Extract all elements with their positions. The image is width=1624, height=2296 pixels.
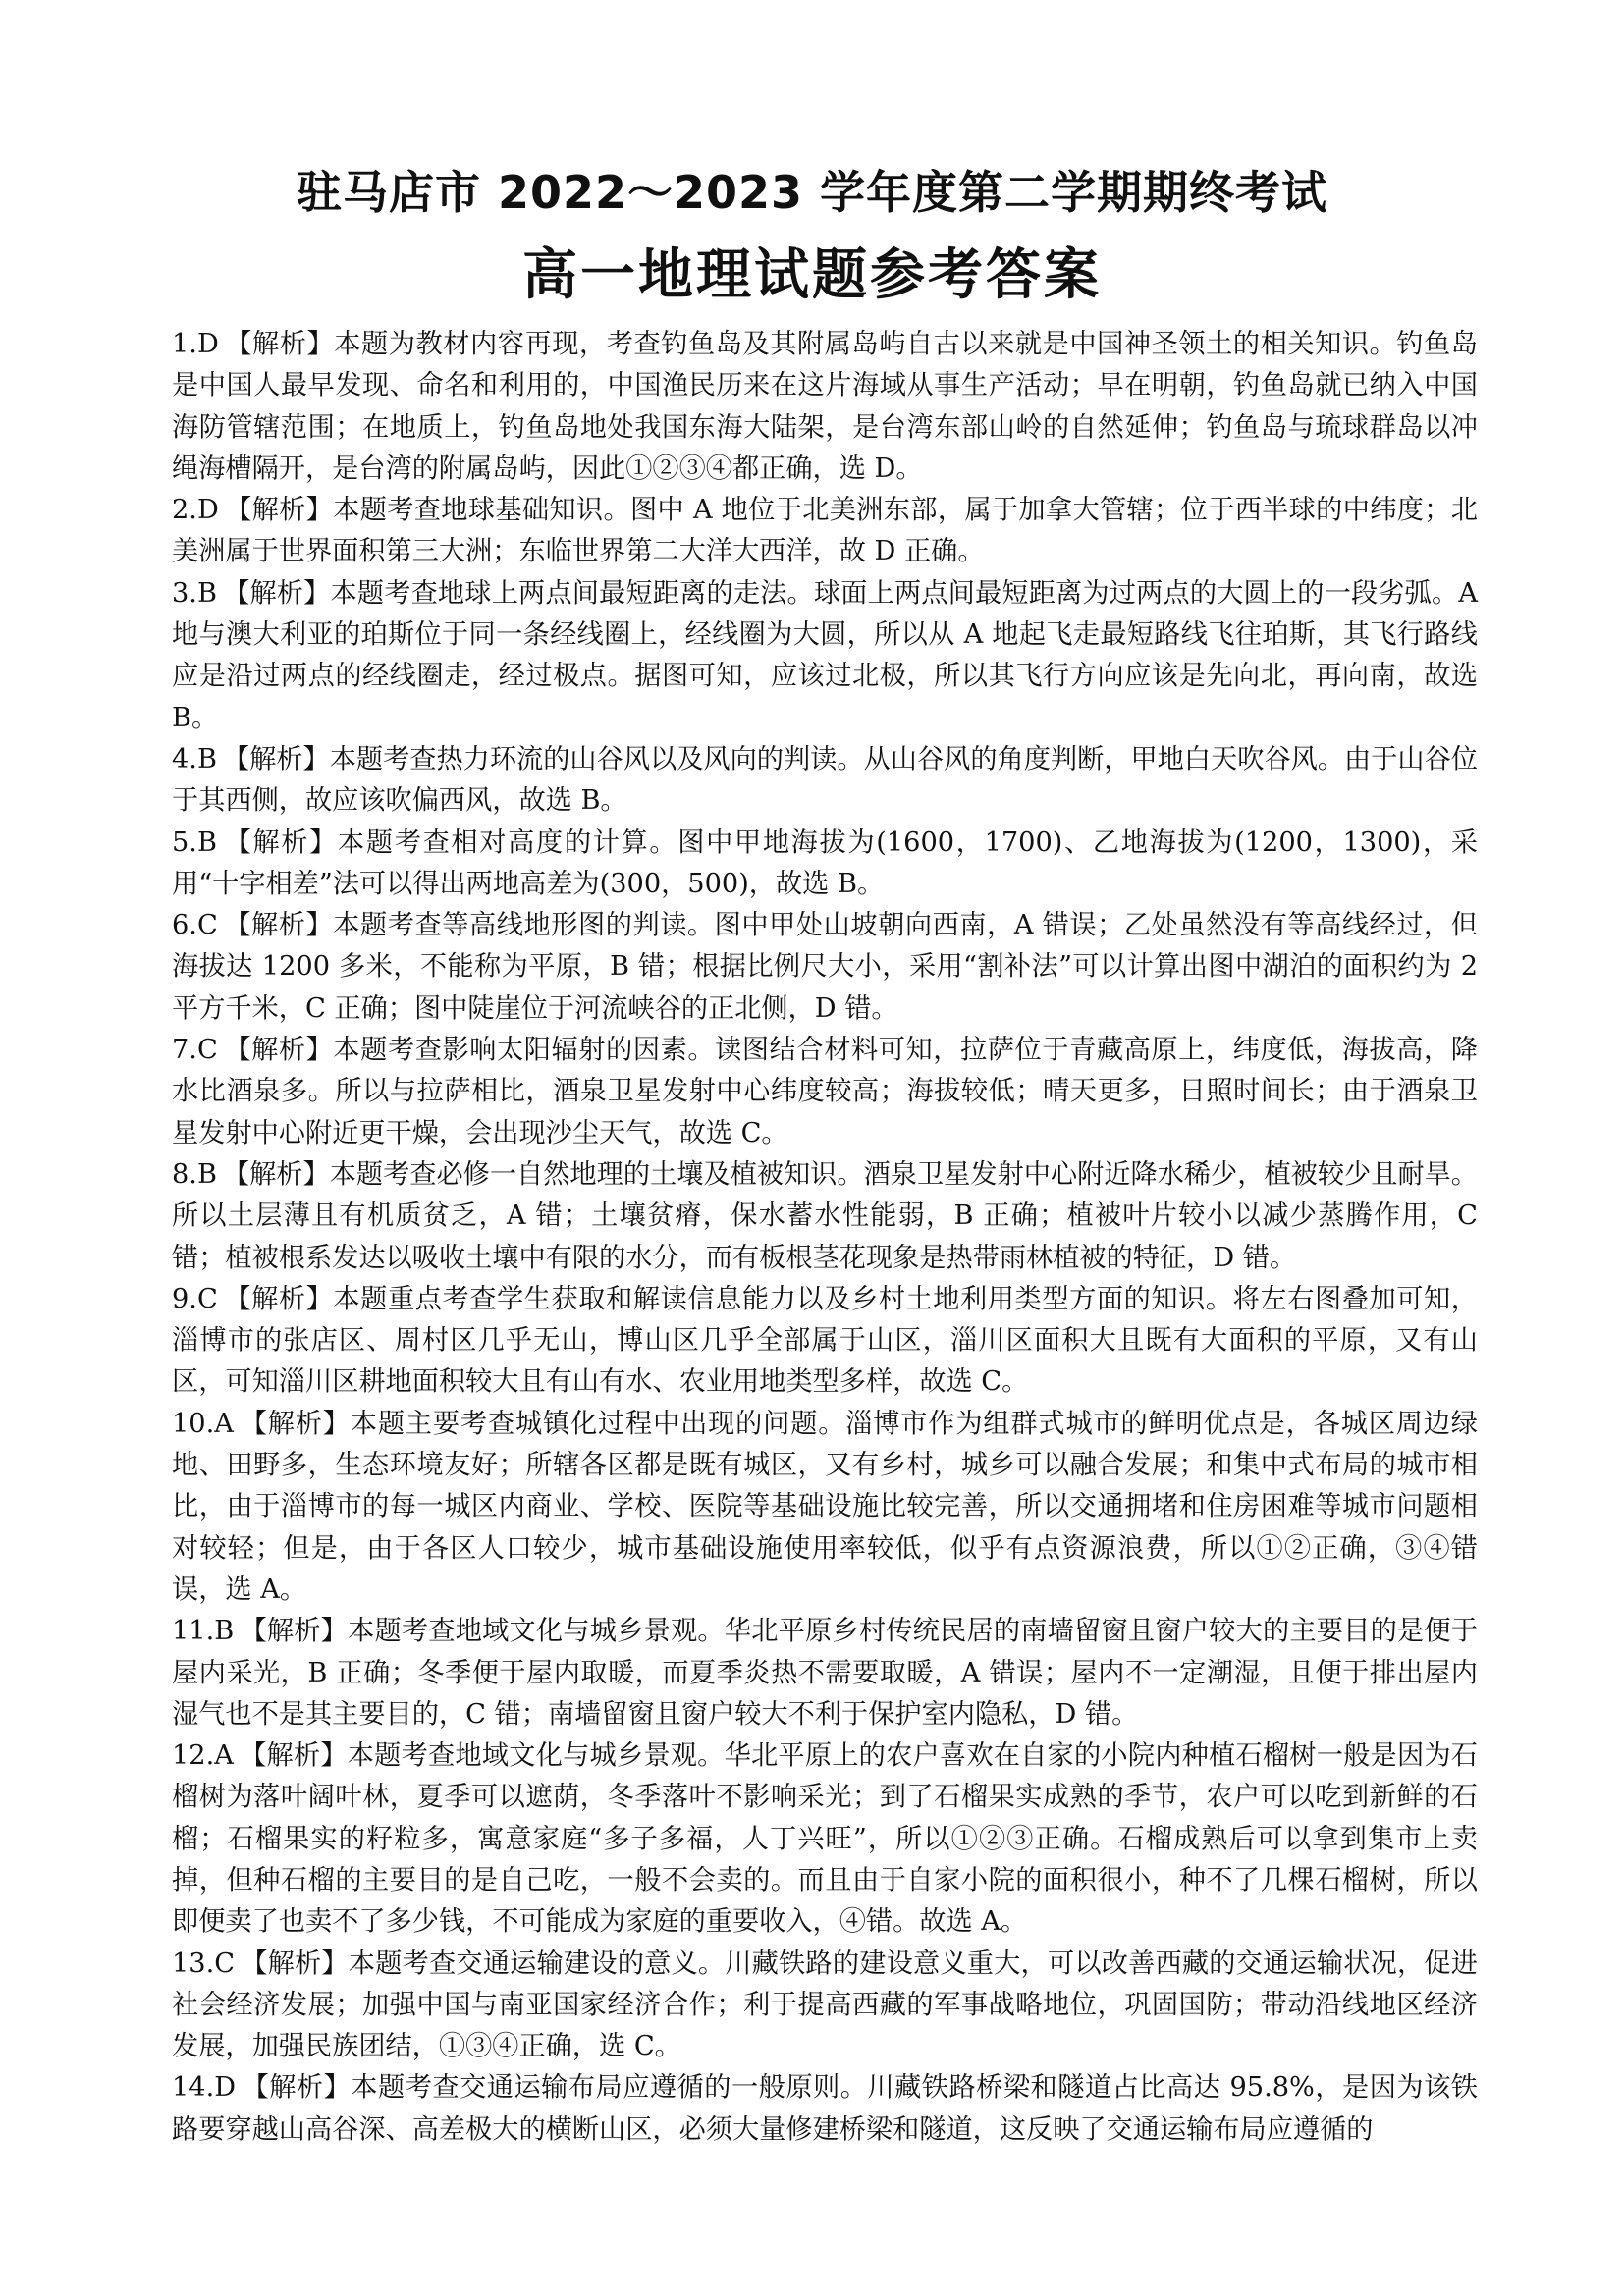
answer-text: 本题考查热力环流的山谷风以及风向的判读。从山谷风的角度判断，甲地白天吹谷风。由于山谷位于其西侧，故应该吹偏西风，故选 B。 — [172, 743, 1478, 817]
answer-text: 本题考查地域文化与城乡景观。华北平原上的农户喜欢在自家的小院内种植石榴树一般是因为石榴树为落叶阔叶林，夏季可以遮荫，冬季落叶不影响采光；到了石榴果实成熟的季节，农户可以吃到新鲜的石榴；石榴果实的籽粒多，寓意家庭“多子多福，人丁兴旺”，所以①②③正确。石榴成熟后可以拿到集市上卖掉，但种石榴的主要目的是自己吃，一般不会卖的。而且由于自家小院的面积很小，种不了几棵石榴树，所以即便卖了也卖不了多少钱，不可能成为家庭的重要收入，④错。故选 A。 — [172, 1740, 1478, 1938]
answer-number: 6.C — [172, 910, 218, 941]
answer-number: 10.A — [172, 1408, 234, 1439]
answer-number: 8.B — [172, 1158, 217, 1190]
analysis-tag: 【解析】 — [222, 827, 339, 858]
answer-number: 7.C — [172, 1035, 218, 1066]
document-subtitle: 高一地理试题参考答案 — [522, 243, 1102, 307]
answer-number: 4.B — [172, 743, 217, 774]
answer-text: 本题重点考查学生获取和解读信息能力以及乡村土地利用类型方面的知识。将左右图叠加可知，淄博市的张店区、周村区几乎无山，博山区几乎全部属于山区，淄川区面积大且既有大面积的平原，又有山区，可知淄川区耕地面积较大且有山有水、农业用地类型多样，故选 C。 — [172, 1283, 1478, 1398]
answer-number: 9.C — [172, 1283, 218, 1314]
answer-text: 本题考查地球上两点间最短距离的走法。球面上两点间最短距离为过两点的大圆上的一段劣弧。A 地与澳大利亚的珀斯位于同一条经线圈上，经线圈为大圆，所以从 A 地起飞走最短路线飞往珀斯，其飞行路线应是沿过两点的经线圈走，经过极点。据图可知，应该过北极，所以其飞行方向应该是先向北，再向南，故选 B。 — [172, 577, 1478, 733]
answer-text: 本题考查交通运输布局应遵循的一般原则。川藏铁路桥梁和隧道占比高达 95.8%，是因为该铁路要穿越山高谷深、高差极大的横断山区，必须大量修建桥梁和隧道，这反映了交通运输布局应遵循的 — [172, 2072, 1478, 2145]
answer-number: 3.B — [172, 577, 217, 609]
answer-item-10 — [172, 1404, 1478, 1611]
document-title: 驻马店市 2022～2023 学年度第二学期期终考试 — [296, 166, 1328, 219]
analysis-tag: 【解析】 — [240, 1616, 349, 1647]
analysis-tag: 【解析】 — [222, 743, 330, 774]
answer-number: 1.D — [172, 329, 219, 359]
answer-item-9 — [172, 1279, 1478, 1404]
answer-item-4 — [172, 739, 1478, 823]
answer-number: 12.A — [172, 1740, 234, 1772]
answer-text: 本题考查等高线地形图的判读。图中甲处山坡朝向西南，A 错误；乙处虽然没有等高线经过，但海拔达 1200 多米，不能称为平原，B 错；根据比例尺大小，采用“割补法”可以计算出图中湖泊的面积约为 2 平方千米，C 正确；图中陡崖位于河流峡谷的正北侧，D 错。 — [172, 910, 1478, 1024]
answer-item-12 — [172, 1735, 1478, 1943]
analysis-tag: 【解析】 — [239, 1408, 351, 1439]
answer-number: 2.D — [172, 495, 219, 526]
answer-item-3 — [172, 573, 1478, 739]
answer-item-13 — [172, 1944, 1478, 2068]
answer-item-2 — [172, 490, 1478, 573]
answer-text: 本题考查影响太阳辐射的因素。读图结合材料可知，拉萨位于青藏高原上，纬度低，海拔高，降水比酒泉多。所以与拉萨相比，酒泉卫星发射中心纬度较高；海拔较低；晴天更多，日照时间长；由于酒泉卫星发射中心附近更干燥，会出现沙尘天气，故选 C。 — [172, 1035, 1478, 1148]
analysis-tag: 【解析】 — [222, 1158, 330, 1190]
answer-text: 本题考查地球基础知识。图中 A 地位于北美洲东部，属于加拿大管辖；位于西半球的中纬度；北美洲属于世界面积第三大洲；东临世界第二大洋大西洋，故 D 正确。 — [172, 495, 1478, 567]
answer-text: 本题考查相对高度的计算。图中甲地海拔为(1600，1700)、乙地海拔为(1200，1300)，采用“十字相差”法可以得出两地高差为(300，500)，故选 B。 — [172, 827, 1478, 899]
analysis-tag: 【解析】 — [224, 495, 334, 526]
analysis-tag: 【解析】 — [223, 1035, 334, 1066]
analysis-tag: 【解析】 — [241, 1948, 349, 1979]
answer-text: 本题考查必修一自然地理的土壤及植被知识。酒泉卫星发射中心附近降水稀少，植被较少且耐旱。所以土层薄且有机质贫乏，A 错；土壤贫瘠，保水蓄水性能弱，B 正确；植被叶片较小以减少蒸腾作用，C 错；植被根系发达以吸收土壤中有限的水分，而有板根茎花现象是热带雨林植被的特征，D 错。 — [172, 1158, 1478, 1273]
analysis-tag: 【解析】 — [223, 1283, 334, 1314]
answer-item-6 — [172, 905, 1478, 1030]
answer-item-11 — [172, 1611, 1478, 1735]
answer-number: 5.B — [172, 827, 217, 858]
answer-item-7 — [172, 1030, 1478, 1154]
answer-text: 本题为教材内容再现，考查钓鱼岛及其附属岛屿自古以来就是中国神圣领土的相关知识。钓鱼岛是中国人最早发现、命名和利用的，中国渔民历来在这片海域从事生产活动；早在明朝，钓鱼岛就已纳入中国海防管辖范围；在地质上，钓鱼岛地处我国东海大陆架，是台湾东部山岭的自然延伸；钓鱼岛与琉球群岛以冲绳海槽隔开，是台湾的附属岛屿，因此①②③④都正确，选 D。 — [172, 329, 1478, 484]
analysis-tag: 【解析】 — [224, 329, 335, 359]
answer-number: 11.B — [172, 1616, 235, 1647]
answer-text: 本题考查交通运输建设的意义。川藏铁路的建设意义重大，可以改善西藏的交通运输状况，促进社会经济发展；加强中国与南亚国家经济合作；利于提高西藏的军事战略地位，巩固国防；带动沿线地区经济发展，加强民族团结，①③④正确，选 C。 — [172, 1948, 1478, 2062]
answer-item-8 — [172, 1154, 1478, 1279]
answer-item-1 — [172, 324, 1478, 490]
answer-item-5 — [172, 823, 1478, 906]
analysis-tag: 【解析】 — [239, 1740, 348, 1772]
answer-item-14 — [172, 2067, 1478, 2151]
answer-text: 本题考查地域文化与城乡景观。华北平原乡村传统民居的南墙留窗且窗户较大的主要目的是便于屋内采光，B 正确；冬季便于屋内取暖，而夏季炎热不需要取暖，A 错误；屋内不一定潮湿，且便于排出屋内湿气也不是其主要目的，C 错；南墙留窗且窗户较大不利于保护室内隐私，D 错。 — [172, 1616, 1478, 1730]
answer-text: 本题主要考查城镇化过程中出现的问题。淄博市作为组群式城市的鲜明优点是，各城区周边绿地、田野多，生态环境友好；所辖各区都是既有城区，又有乡村，城乡可以融合发展；和集中式布局的城市相比，由于淄博市的每一城区内商业、学校、医院等基础设施比较完善，所以交通拥堵和住房困难等城市问题相对较轻；但是，由于各区人口较少，城市基础设施使用率较低，似乎有点资源浪费，所以①②正确，③④错误，选 A。 — [172, 1408, 1478, 1605]
analysis-tag: 【解析】 — [242, 2072, 352, 2104]
analysis-tag: 【解析】 — [223, 910, 334, 941]
analysis-tag: 【解析】 — [222, 577, 331, 609]
answer-number: 13.C — [172, 1948, 236, 1979]
answer-number: 14.D — [172, 2072, 237, 2104]
answer-list — [172, 324, 1478, 2151]
